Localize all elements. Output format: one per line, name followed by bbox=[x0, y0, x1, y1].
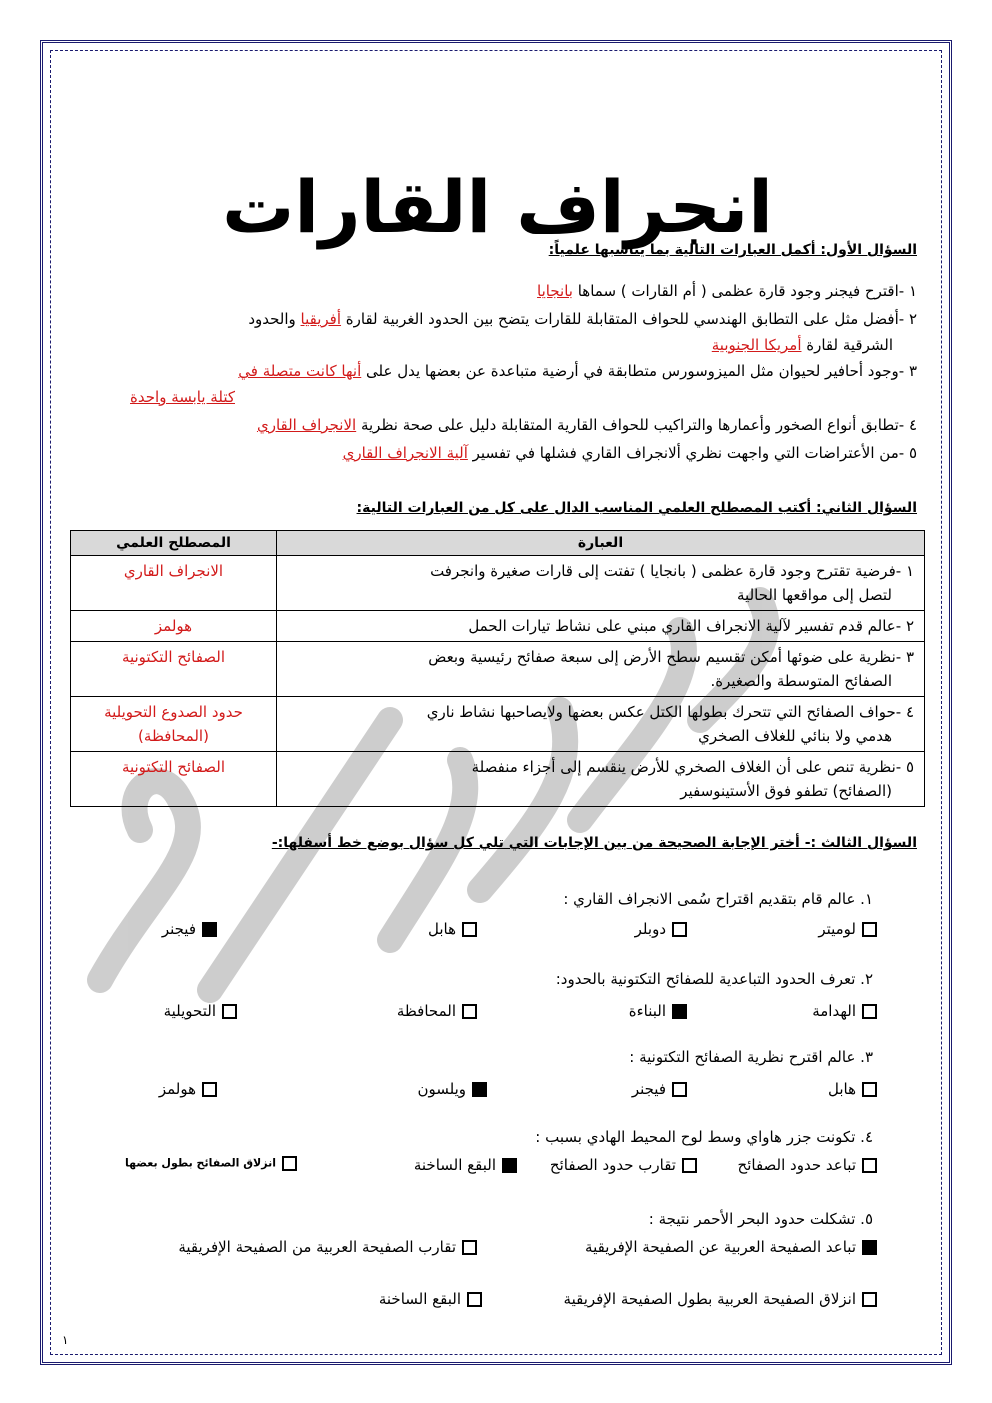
checkbox-checked[interactable] bbox=[502, 1158, 517, 1173]
table-row bbox=[71, 556, 925, 611]
term-cell: الصفائح التكتونية bbox=[71, 642, 277, 697]
term-cell: حدود الصدوع التحويلية (المحافظة) bbox=[71, 697, 277, 752]
checkbox[interactable] bbox=[222, 1004, 237, 1019]
statement-cell: ٢ -عالم قدم تفسير لآلية الانجراف القاري مبني على نشاط تيارات الحمل bbox=[277, 611, 925, 642]
q2-heading: السؤال الثاني: أكتب المصطلح العلمي المناسب الدال على كل من العبارات التالية: bbox=[356, 500, 917, 516]
term-cell: الانجراف القاري bbox=[71, 556, 277, 611]
option[interactable]: تقارب حدود الصفائح bbox=[550, 1156, 697, 1174]
statement-cell: ٣ -نظرية على ضوئها أمكن تقسيم سطح الأرض إلى سبعة صفائح رئيسية وبعض الصفائح المتوسطة والصغيرة. bbox=[277, 642, 925, 697]
option[interactable]: ويلسون bbox=[417, 1080, 487, 1098]
checkbox-checked[interactable] bbox=[862, 1240, 877, 1255]
q1-item: ٤ -تطابق أنواع الصخور وأعمارها والتراكيب للحواف القارية المتقابلة دليل على صحة نظرية الانجراف القاري bbox=[256, 416, 917, 434]
checkbox[interactable] bbox=[862, 922, 877, 937]
mcq-options bbox=[87, 1290, 877, 1316]
q1-item: ١ -اقترح فيجنر وجود قارة عظمى ( أم القارات ) سماها بانجايا bbox=[537, 282, 917, 300]
table-row bbox=[71, 611, 925, 642]
mcq-question: ١. عالم قام بتقديم اقتراح سُمى الانجراف القاري : bbox=[563, 890, 873, 908]
statement-cell: ٤ -حواف الصفائح التي تتحرك بطولها الكتل عكس بعضها ولايصاحبها نشاط ناري هدمي ولا بنائي للغلاف الصخري bbox=[277, 697, 925, 752]
mcq-options bbox=[87, 1080, 877, 1106]
q1-item: ٣ -وجود أحافير لحيوان مثل الميزوسورس متطابقة في أرضية متباعدة عن بعضها يدل على أنها كانت متصلة في bbox=[238, 362, 917, 380]
checkbox[interactable] bbox=[462, 1240, 477, 1255]
option[interactable]: انزلاق الصفائح بطول بعضها bbox=[125, 1156, 297, 1171]
checkbox[interactable] bbox=[462, 1004, 477, 1019]
mcq-options bbox=[87, 1002, 877, 1028]
checkbox-checked[interactable] bbox=[202, 922, 217, 937]
option[interactable]: المحافظة bbox=[397, 1002, 477, 1020]
column-header-term: المصطلح العلمي bbox=[71, 531, 277, 556]
option[interactable]: البقع الساخنة bbox=[414, 1156, 517, 1174]
option[interactable]: هابل bbox=[828, 1080, 877, 1098]
option[interactable]: هولمز bbox=[159, 1080, 217, 1098]
q1-heading: السؤال الأول: أكمل العبارات التالية بما يناسبها علمياً: bbox=[548, 242, 917, 258]
mcq-options bbox=[87, 1156, 877, 1182]
option[interactable]: تقارب الصفيحة العربية من الصفيحة الإفريقية bbox=[178, 1238, 477, 1256]
checkbox[interactable] bbox=[202, 1082, 217, 1097]
statement-cell: ١ -فرضية تقترح وجود قارة عظمى ( بانجايا ) تفتت إلى قارات صغيرة وانجرفت لتصل إلى مواقعها الحالية bbox=[277, 556, 925, 611]
table-row bbox=[71, 642, 925, 697]
option[interactable]: تباعد الصفيحة العربية عن الصفيحة الإفريقية bbox=[585, 1238, 877, 1256]
option[interactable]: تباعد حدود الصفائح bbox=[738, 1156, 877, 1174]
table-row bbox=[71, 752, 925, 807]
term-cell: هولمز bbox=[71, 611, 277, 642]
terms-table bbox=[70, 530, 925, 807]
option[interactable]: دوبلر bbox=[635, 920, 687, 938]
option[interactable]: البقع الساخنة bbox=[379, 1290, 482, 1308]
option[interactable]: فيجنر bbox=[632, 1080, 687, 1098]
option[interactable]: هابل bbox=[428, 920, 477, 938]
page-title: انجراف القارات bbox=[222, 165, 773, 249]
page-number: ١ bbox=[62, 1333, 69, 1347]
q1-item: ٥ -من الأعتراضات التي واجهت نظري ألانجراف القاري فشلها في تفسير آلية الانجراف القاري bbox=[342, 444, 917, 462]
checkbox[interactable] bbox=[462, 922, 477, 937]
option[interactable]: الهدامة bbox=[812, 1002, 877, 1020]
checkbox[interactable] bbox=[862, 1004, 877, 1019]
mcq-options bbox=[87, 1238, 877, 1264]
option[interactable]: انزلاق الصفيحة العربية بطول الصفيحة الإفريقية bbox=[564, 1290, 877, 1308]
q1-item: ٢ -أفضل مثل على التطابق الهندسي للحواف المتقابلة للقارات يتضح بين الحدود الغربية لقارة أفريقيا والحدود bbox=[248, 310, 917, 328]
checkbox[interactable] bbox=[672, 1082, 687, 1097]
checkbox[interactable] bbox=[862, 1158, 877, 1173]
checkbox[interactable] bbox=[672, 922, 687, 937]
table-row bbox=[71, 697, 925, 752]
mcq-question: ٥. تشكلت حدود البحر الأحمر نتيجة : bbox=[648, 1210, 873, 1228]
option[interactable]: التحويلية bbox=[164, 1002, 237, 1020]
mcq-question: ٢. تعرف الحدود التباعدية للصفائح التكتونية بالحدود: bbox=[555, 970, 873, 988]
checkbox-checked[interactable] bbox=[472, 1082, 487, 1097]
q3-heading: السؤال الثالث :- أختر الإجابة الصحيحة من بين الإجابات التي تلي كل سؤال بوضع خط أسفلها:- bbox=[271, 835, 917, 851]
statement-cell: ٥ -نظرية تنص على أن الغلاف الصخري للأرض ينقسم إلى أجزاء منفصلة (الصفائح) تطفو فوق الأستينوسفير bbox=[277, 752, 925, 807]
q1-item: الشرقية لقارة أمريكا الجنوبية bbox=[711, 336, 893, 354]
option[interactable]: لوميتر bbox=[818, 920, 877, 938]
checkbox[interactable] bbox=[282, 1156, 297, 1171]
checkbox[interactable] bbox=[682, 1158, 697, 1173]
option[interactable]: فيجنر bbox=[162, 920, 217, 938]
mcq-question: ٣. عالم اقترح نظرية الصفائح التكتونية : bbox=[629, 1048, 873, 1066]
mcq-options bbox=[87, 920, 877, 946]
mcq-question: ٤. تكونت جزر هاواي وسط لوح المحيط الهادي بسبب : bbox=[535, 1128, 873, 1146]
option[interactable]: البناءة bbox=[629, 1002, 687, 1020]
checkbox-checked[interactable] bbox=[672, 1004, 687, 1019]
q1-item: كتلة يابسة واحدة bbox=[130, 388, 235, 406]
checkbox[interactable] bbox=[467, 1292, 482, 1307]
column-header-statement: العبارة bbox=[277, 531, 925, 556]
term-cell: الصفائح التكتونية bbox=[71, 752, 277, 807]
checkbox[interactable] bbox=[862, 1292, 877, 1307]
checkbox[interactable] bbox=[862, 1082, 877, 1097]
